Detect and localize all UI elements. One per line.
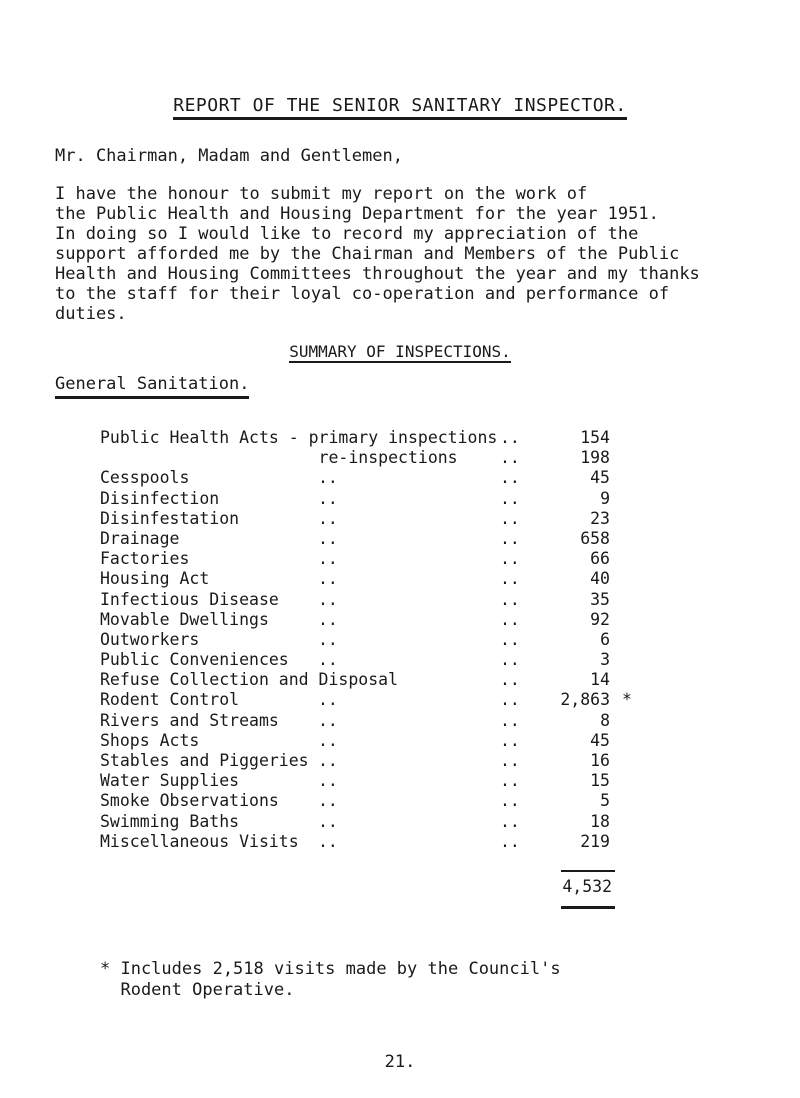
section-heading: General Sanitation. (55, 374, 249, 394)
salutation: Mr. Chairman, Madam and Gentlemen, (55, 146, 403, 166)
table-row (100, 590, 780, 610)
row-label: Public Health Acts - primary inspections (100, 428, 498, 447)
row-label: Water Supplies (100, 771, 240, 791)
row-label: Disinfection (100, 488, 220, 508)
row-value: 198 (580, 448, 610, 468)
table-row (100, 529, 780, 549)
leader-dots: .. (500, 690, 520, 710)
table-row (100, 569, 780, 589)
leader-dots: .. (500, 710, 520, 730)
row-value: 8 (600, 710, 610, 730)
leader-dots: .. (318, 488, 338, 508)
row-value: 16 (590, 751, 610, 770)
row-value: 35 (590, 589, 610, 609)
leader-dots: .. (500, 488, 520, 508)
row-value: 5 (600, 791, 610, 811)
inspections-table (100, 428, 780, 852)
row-label: Housing Act (100, 569, 210, 589)
table-row (100, 771, 780, 791)
leader-dots: .. (500, 609, 520, 629)
row-label: Smoke Observations (100, 791, 279, 811)
table-row (100, 731, 780, 751)
table-row (100, 610, 780, 630)
table-row (100, 670, 780, 690)
row-value: 6 (600, 629, 610, 649)
leader-dots: .. (500, 650, 520, 670)
leader-dots: .. (500, 549, 520, 569)
leader-dots: .. (500, 629, 520, 649)
page-number: 21. (384, 1052, 416, 1072)
table-row (100, 549, 780, 569)
row-label: Miscellaneous Visits (100, 831, 299, 851)
leader-dots: .. (318, 751, 338, 770)
row-label: Swimming Baths (100, 811, 240, 831)
leader-dots: .. (318, 650, 338, 670)
row-label: Drainage (100, 528, 180, 548)
leader-dots: .. (318, 468, 338, 488)
leader-dots: .. (318, 791, 338, 811)
leader-dots: .. (500, 791, 520, 811)
table-row (100, 630, 780, 650)
leader-dots: .. (318, 569, 338, 589)
row-label: Rivers and Streams (100, 710, 279, 730)
row-value: 45 (590, 468, 610, 488)
total-rule (561, 870, 615, 872)
row-value: 66 (590, 549, 610, 569)
leader-dots: .. (318, 730, 338, 750)
asterisk-mark: * (622, 690, 632, 710)
leader-dots: .. (318, 690, 338, 710)
table-row (100, 468, 780, 488)
row-label: re-inspections (100, 448, 458, 468)
leader-dots: .. (318, 710, 338, 730)
table-row (100, 489, 780, 509)
row-value: 45 (590, 730, 610, 750)
leader-dots: .. (500, 771, 520, 791)
row-label: Rodent Control (100, 690, 240, 710)
leader-dots: .. (500, 670, 520, 690)
leader-dots: .. (500, 448, 520, 468)
leader-dots: .. (500, 428, 520, 447)
leader-dots: .. (318, 831, 338, 851)
row-label: Factories (100, 549, 190, 569)
leader-dots: .. (318, 771, 338, 791)
row-value: 3 (600, 650, 610, 670)
intro-paragraph: I have the honour to submit my report on the work of the Public Health and Housing Department for the year 1951. In doing so I would like to record my appreciation of the support afforded me by the Chairman and Members of the Public Health and Housing Committees throughout the year and my thanks to the staff for their loyal co-operation and performance of duties. (55, 184, 700, 324)
leader-dots: .. (500, 730, 520, 750)
total-value: 4,532 (562, 877, 612, 896)
row-label: Infectious Disease (100, 589, 279, 609)
page-title: REPORT OF THE SENIOR SANITARY INSPECTOR. (0, 95, 800, 116)
leader-dots: .. (500, 468, 520, 488)
leader-dots: .. (500, 831, 520, 851)
table-row (100, 690, 780, 710)
table-row (100, 812, 780, 832)
leader-dots: .. (500, 751, 520, 770)
leader-dots: .. (318, 609, 338, 629)
row-value: 92 (590, 609, 610, 629)
table-row (100, 509, 780, 529)
row-label: Shops Acts (100, 730, 200, 750)
leader-dots: .. (318, 549, 338, 569)
leader-dots: .. (318, 811, 338, 831)
leader-dots: .. (500, 569, 520, 589)
leader-dots: .. (500, 508, 520, 528)
row-label: Movable Dwellings (100, 609, 269, 629)
row-label: Outworkers (100, 629, 200, 649)
row-value: 219 (580, 831, 610, 851)
leader-dots: .. (500, 528, 520, 548)
leader-dots: .. (500, 811, 520, 831)
total-double-rule (561, 906, 615, 909)
row-value: 18 (590, 811, 610, 831)
table-row (100, 711, 780, 731)
row-value: 154 (580, 428, 610, 447)
row-value: 14 (590, 670, 610, 690)
table-row (100, 428, 780, 448)
table-row (100, 650, 780, 670)
row-value: 23 (590, 508, 610, 528)
leader-dots: .. (500, 589, 520, 609)
leader-dots: .. (318, 629, 338, 649)
row-label: Public Conveniences (100, 650, 289, 670)
row-value: 15 (590, 771, 610, 791)
row-value: 9 (600, 488, 610, 508)
row-value: 40 (590, 569, 610, 589)
row-label: Refuse Collection and Disposal (100, 670, 399, 690)
row-value: 658 (580, 528, 610, 548)
row-label: Stables and Piggeries (100, 751, 309, 770)
table-row (100, 448, 780, 468)
table-row (100, 791, 780, 811)
summary-heading: SUMMARY OF INSPECTIONS. (289, 342, 511, 361)
table-row (100, 832, 780, 852)
leader-dots: .. (318, 508, 338, 528)
footnote: * Includes 2,518 visits made by the Council's Rodent Operative. (100, 959, 561, 1000)
row-label: Disinfestation (100, 508, 240, 528)
leader-dots: .. (318, 528, 338, 548)
table-row (100, 751, 780, 771)
leader-dots: .. (318, 589, 338, 609)
row-value: 2,863 (560, 690, 610, 710)
row-label: Cesspools (100, 468, 190, 488)
